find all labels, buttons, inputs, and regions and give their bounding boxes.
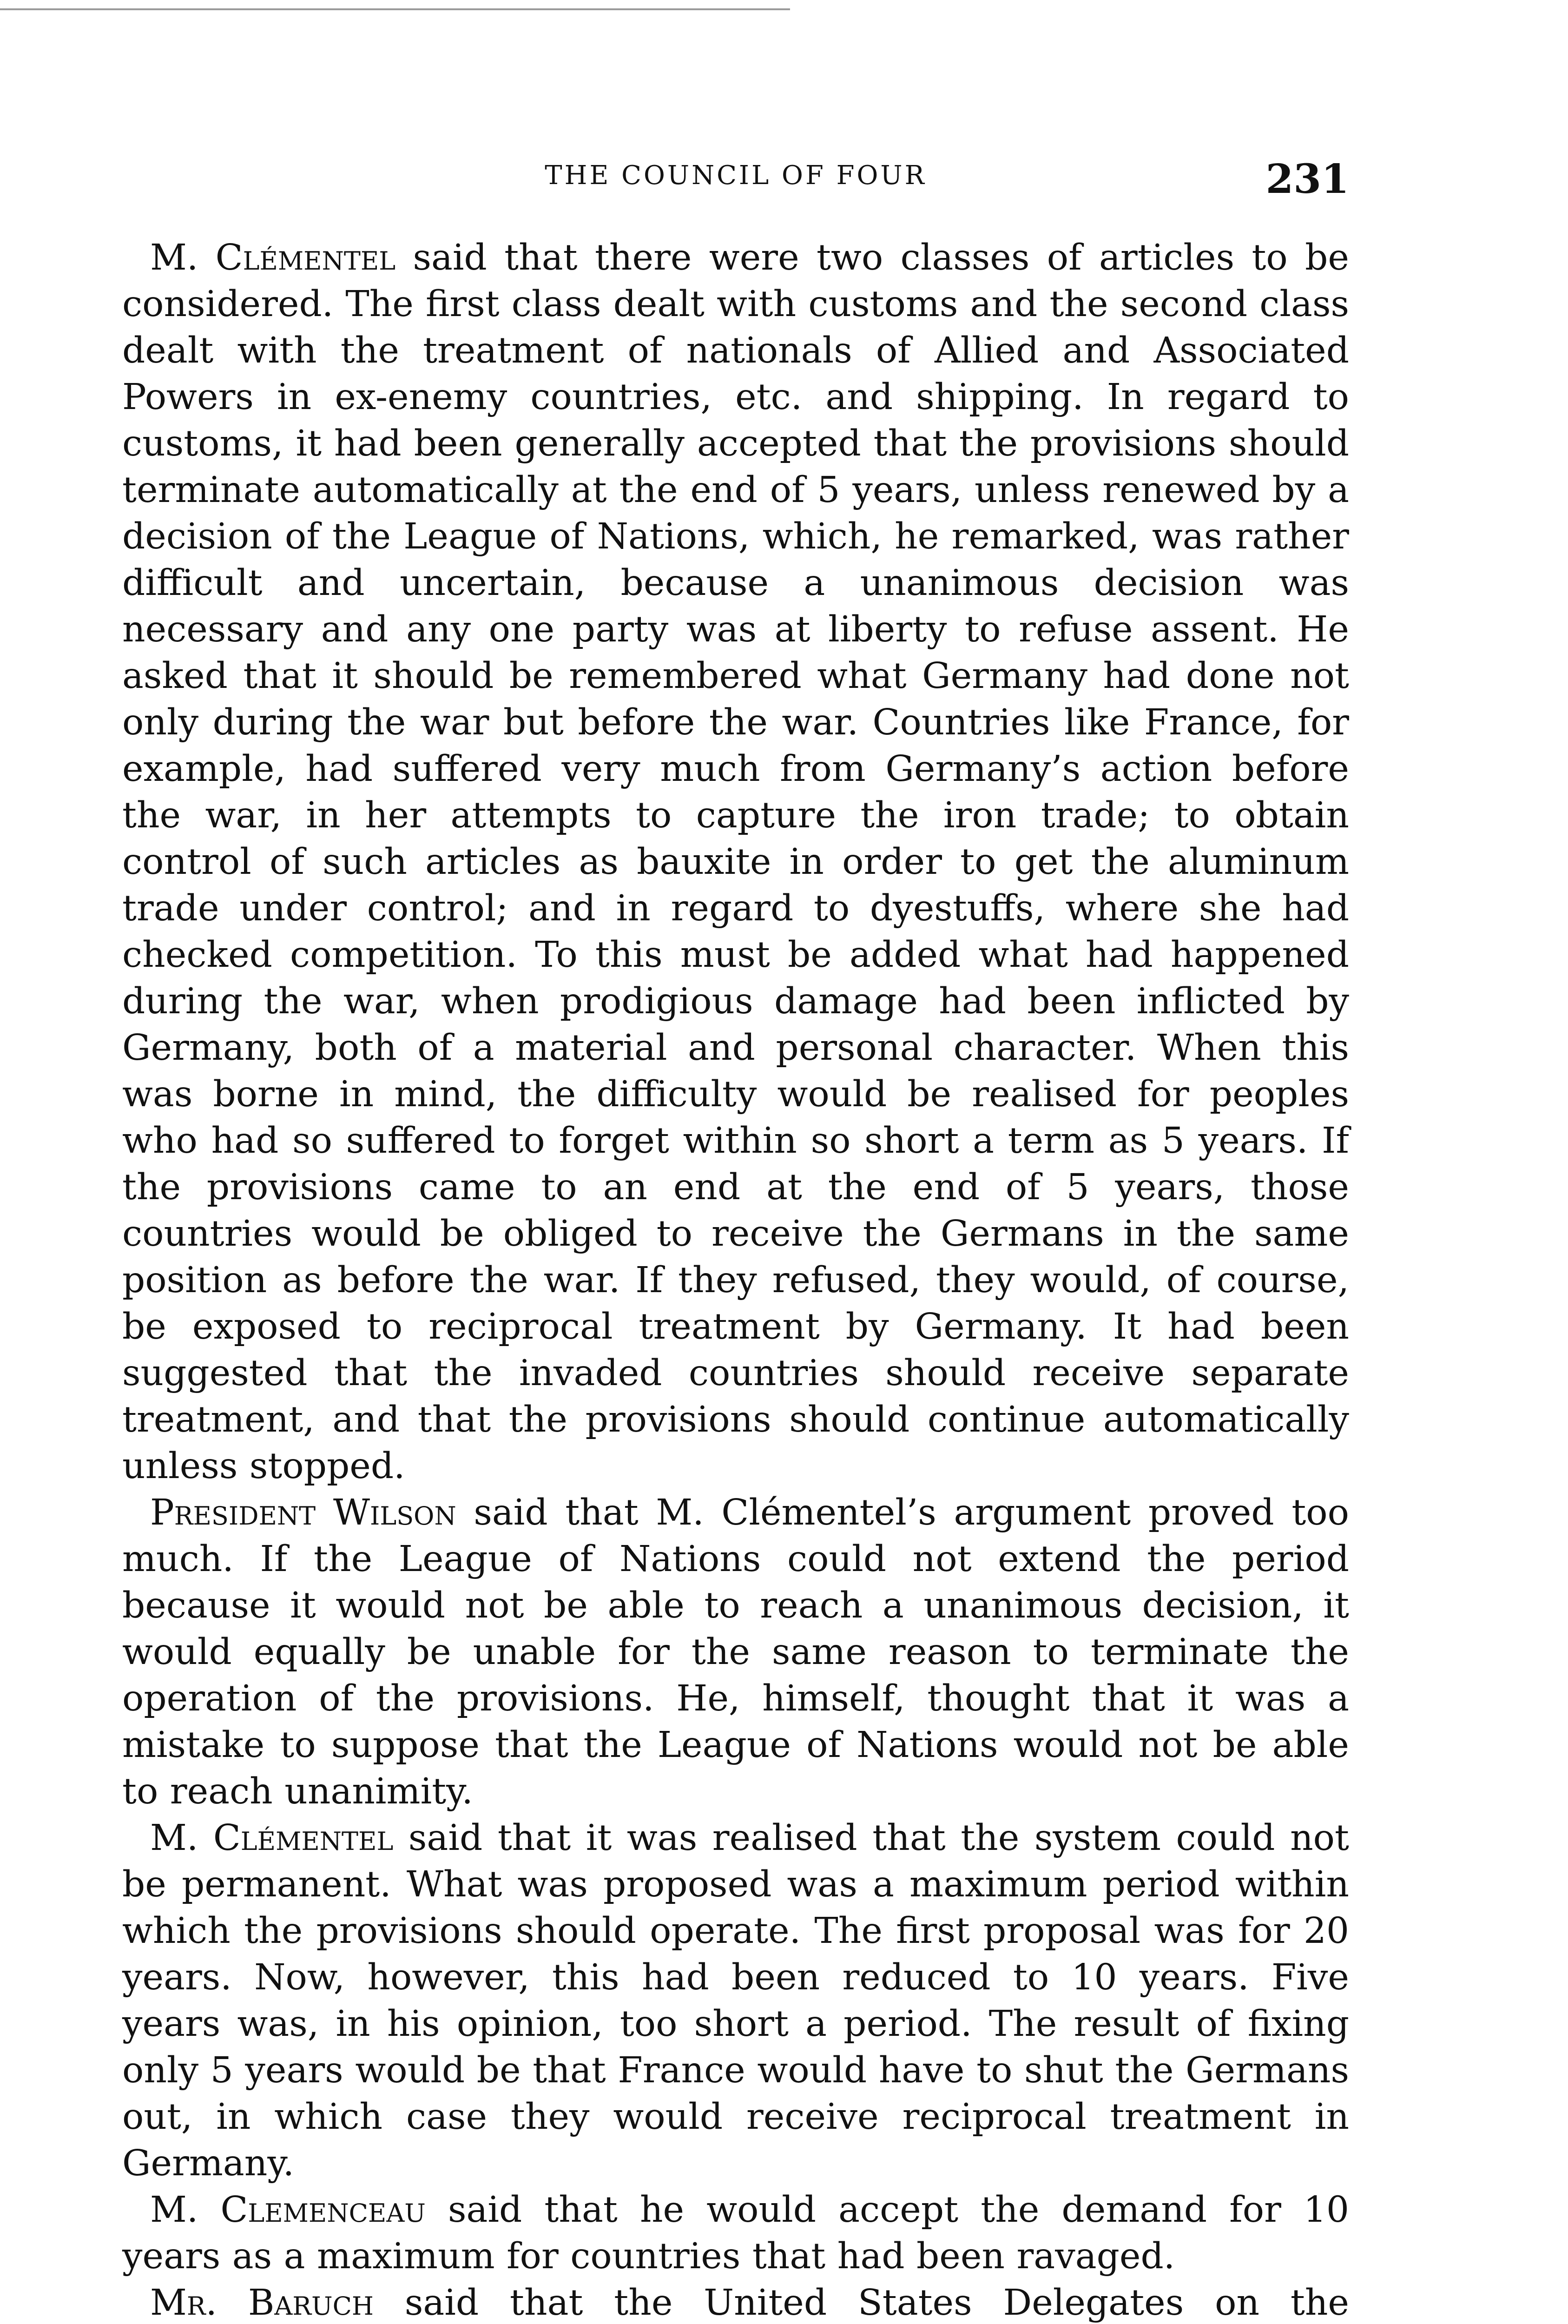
- speaker-name: M. Clémentel: [150, 237, 396, 278]
- page-header: [122, 156, 1349, 207]
- paragraph-text: said that he would accept the demand for 10 years as a maximum for countries that had been ravaged.: [122, 2189, 1349, 2277]
- speaker-name: M. Clemenceau: [150, 2189, 426, 2231]
- paragraph-text: said that the United States Delegates on the: [404, 2282, 1349, 2324]
- page-number: 231: [1265, 156, 1349, 203]
- running-title: THE COUNCIL OF FOUR: [545, 160, 927, 191]
- paragraph-text: said that M. Clémentel’s argument proved too much. If the League of Nations could not extend the period because it would not be able to reach a unanimous decision, it would equally be unable for the same reason to terminate the operation of the provisions. He, himself, thought that it was a mistake to suppose that the League of Nations would not be able to reach unanimity.: [122, 1492, 1349, 1812]
- paragraph-baruch: [122, 2280, 1349, 2324]
- paragraph-clementel-1: [122, 235, 1349, 1490]
- speaker-name: Mr. Baruch: [150, 2282, 374, 2324]
- top-edge-rule: [0, 8, 790, 10]
- body-text: [122, 235, 1349, 2324]
- paragraph-clementel-2: [122, 1815, 1349, 2187]
- speaker-name: M. Clémentel: [150, 1817, 394, 1859]
- paragraph-text: said that there were two classes of articles to be considered. The first class dealt with customs and the second class dealt with the treatment of nationals of Allied and Associated Powers in ex-enemy countries, etc. and shipping. In regard to customs, it had been generally accepted that the provisions should terminate automatically at the end of 5 years, unless renewed by a decision of the League of Nations, which, he remarked, was rather difficult and uncertain, because a unanimous decision was necessary and any one party was at liberty to refuse assent. He asked that it should be remembered what Germany had done not only during the war but before the war. Countries like France, for example, had suffered very much from Germany’s action before the war, in her attempts to capture the iron trade; to obtain control of such articles as bauxite in order to get the aluminum trade under control; and in regard to dyestuffs, where she had checked competition. To this must be added what had happened during the war, when prodigious damage had been inflicted by Germany, both of a material and personal character. When this was borne in mind, the difficulty would be realised for peoples who had so suffered to forget within so short a term as 5 years. If the provisions came to an end at the end of 5 years, those countries would be obliged to receive the Germans in the same position as before the war. If they refused, they would, of course, be exposed to reciprocal treatment by Germany. It had been suggested that the invaded countries should receive separate treatment, and that the provisions should continue automatically unless stopped.: [122, 237, 1349, 1487]
- paragraph-text: said that it was realised that the system could not be permanent. What was proposed was a maximum period within which the provisions should operate. The first proposal was for 20 years. Now, however, this had been reduced to 10 years. Five years was, in his opinion, too short a period. The result of fixing only 5 years would be that France would have to shut the Germans out, in which case they would receive reciprocal treatment in Germany.: [122, 1817, 1349, 2184]
- paragraph-clemenceau: [122, 2187, 1349, 2280]
- speaker-name: President Wilson: [150, 1492, 456, 1533]
- paragraph-wilson: [122, 1490, 1349, 1815]
